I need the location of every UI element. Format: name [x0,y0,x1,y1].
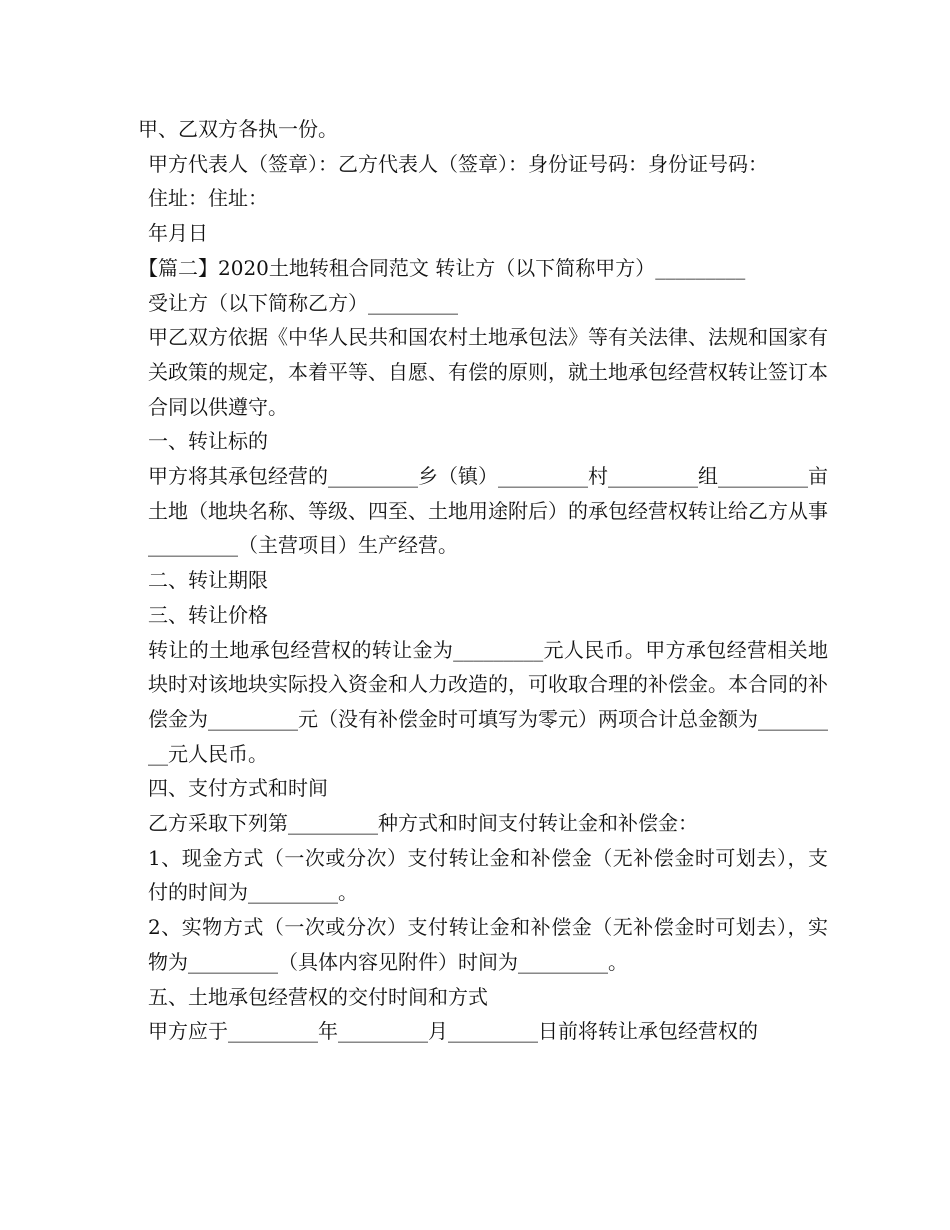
paragraph-copies: 甲、乙双方各执一份。 [138,117,338,141]
section-heading-payment: 四、支付方式和时间 [148,776,328,801]
section-heading-price: 三、转让价格 [148,602,268,627]
paragraph-price: 转让的土地承包经营权的转让金为_________元人民币。甲方承包经营相关地块时对该地块实际投入资金和人力改造的，可收取合理的补偿金。本合同的补偿金为_________元（没有补偿金时可填写为零元）两项合计总金额为_________元人民币。 [148,637,828,766]
paragraph-payment-cash: 1、现金方式（一次或分次）支付转让金和补偿金（无补偿金时可划去），支付的时间为_________。 [148,845,828,905]
paragraph-transferee: 受让方（以下简称乙方）_________ [148,290,458,315]
paragraph-delivery: 甲方应于_________年_________月_________日前将转让承包经营权的 [148,1019,758,1044]
paragraph-subject: 甲方将其承包经营的_________乡（镇）_________村_________组_________亩土地（地块名称、等级、四至、土地用途附后）的承包经营权转让给乙方从事_________（主营项目）生产经营。 [148,464,828,558]
section-heading-term: 二、转让期限 [148,568,268,593]
document-page [138,112,828,1049]
paragraph-payment-choice: 乙方采取下列第_________种方式和时间支付转让金和补偿金： [148,811,698,836]
paragraph-payment-in-kind: 2、实物方式（一次或分次）支付转让金和补偿金（无补偿金时可划去），实物为_________（具体内容见附件）时间为_________。 [148,915,828,974]
paragraph-signatures: 甲方代表人（签章）：乙方代表人（签章）：身份证号码：身份证号码： [148,151,768,176]
paragraph-date: 年月日 [148,221,208,246]
paragraph-part-two-heading: 【篇二】2020土地转租合同范文 转让方（以下简称甲方）_________ [138,255,746,280]
section-heading-delivery: 五、土地承包经营权的交付时间和方式 [148,984,488,1009]
paragraph-address: 住址：住址： [148,186,268,211]
paragraph-preamble: 甲乙双方依据《中华人民共和国农村土地承包法》等有关法律、法规和国家有关政策的规定，本着平等、自愿、有偿的原则，就土地承包经营权转让签订本合同以供遵守。 [148,325,828,419]
section-heading-subject: 一、转让标的 [148,429,268,454]
